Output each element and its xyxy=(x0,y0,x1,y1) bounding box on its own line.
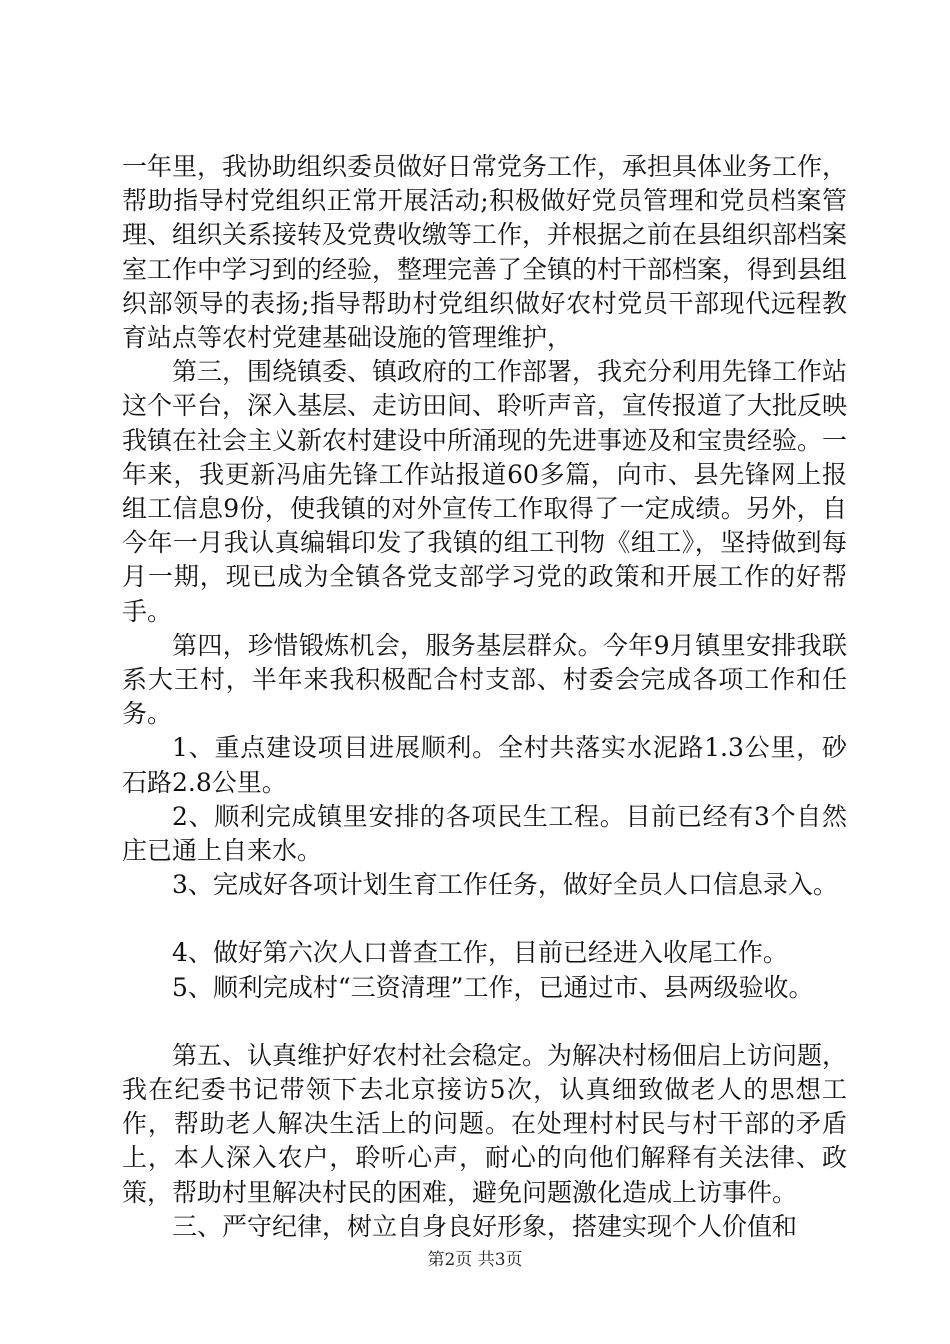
paragraph-third-publicity: 第三，围绕镇委、镇政府的工作部署，我充分利用先锋工作站这个平台，深入基层、走访田间、聆听声音，宣传报道了大批反映我镇在社会主义新农村建设中所涌现的先进事迹及和宝贵经验。一年来，我更新冯庙先锋工作站报道60多篇，向市、县先锋网上报组工信息9份，使我镇的对外宣传工作取得了一定成绩。另外，自今年一月我认真编辑印发了我镇的组工刊物《组工》，坚持做到每月一期，现已成为全镇各党支部学习党的政策和开展工作的好帮手。 xyxy=(122,357,848,626)
paragraph-section-three: 三、严守纪律，树立自身良好形象，搭建实现个人价值和 xyxy=(172,1211,798,1241)
paragraph-fifth-stability: 第五、认真维护好农村社会稳定。为解决村杨佃启上访问题，我在纪委书记带领下去北京接访5次，认真细致做老人的思想工作，帮助老人解决生活上的问题。在处理村村民与村干部的矛盾上，本人深入农户，聆听心声，耐心的向他们解释有关法律、政策，帮助村里解决村民的困难，避免问题激化造成上访事件。 xyxy=(122,1040,848,1207)
page-number-footer: 第2页 共3页 xyxy=(427,1250,523,1270)
list-item-roads: 1、重点建设项目进展顺利。全村共落实水泥路1.3公里，砂石路2.8公里。 xyxy=(122,733,847,797)
paragraph-party-affairs: 一年里，我协助组织委员做好日常党务工作，承担具体业务工作，帮助指导村党组织正常开展活动;积极做好党员管理和党员档案管理、组织关系接转及党费收缴等工作，并根据之前在县组织部档案室工作中学习到的经验，整理完善了全镇的村干部档案，得到县组织部领导的表扬;指导帮助村党组织做好农村党员干部现代远程教育站点等农村党建基础设施的管理维护， xyxy=(122,152,848,353)
list-item-census: 4、做好第六次人口普查工作，目前已经进入收尾工作。 xyxy=(172,938,788,968)
list-item-asset-cleanup: 5、顺利完成村“三资清理”工作，已通过市、县两级验收。 xyxy=(172,972,814,1002)
document-body xyxy=(122,150,847,1244)
paragraph-fourth-service: 第四，珍惜锻炼机会，服务基层群众。今年9月镇里安排我联系大王村，半年来我积极配合村支部、村委会完成各项工作和任务。 xyxy=(122,630,847,729)
list-item-livelihood: 2、顺利完成镇里安排的各项民生工程。目前已经有3个自然庄已通上自来水。 xyxy=(122,801,847,866)
list-item-family-planning: 3、完成好各项计划生育工作任务，做好全员人口信息录入。 xyxy=(172,870,838,900)
